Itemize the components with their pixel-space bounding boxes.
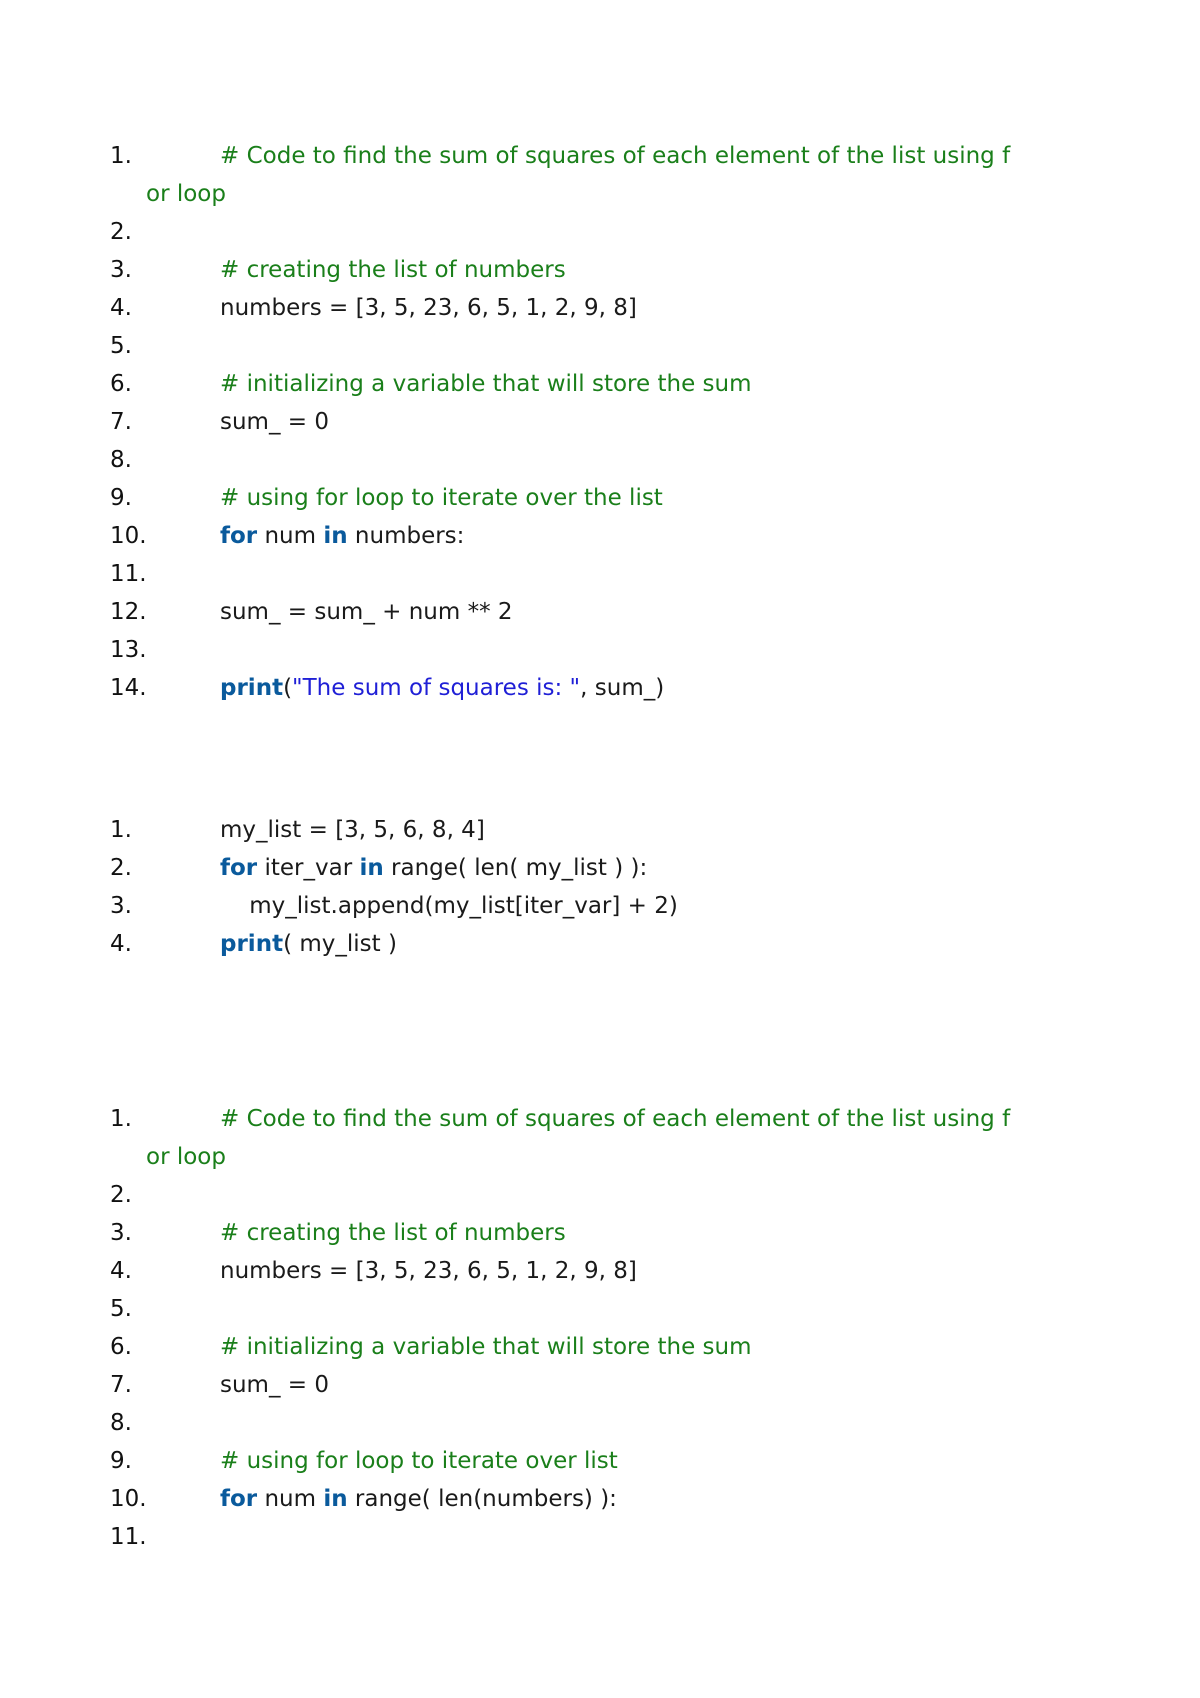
code-comment: # Code to find the sum of squares of each element of the list using f xyxy=(220,143,1011,169)
code-fragment: iter_var xyxy=(257,855,360,881)
keyword-for: for xyxy=(220,1486,258,1512)
code-text xyxy=(220,849,647,887)
code-block-sum-of-squares-range xyxy=(110,1100,1110,1556)
code-line xyxy=(110,1404,1110,1442)
line-number: 4. xyxy=(110,1258,132,1284)
code-fragment: range( len(numbers) ): xyxy=(347,1486,617,1512)
code-line xyxy=(110,593,1110,631)
keyword-print: print xyxy=(220,675,284,701)
code-line xyxy=(110,1100,1110,1138)
code-text: sum_ = sum_ + num ** 2 xyxy=(220,599,513,625)
code-comment-continuation: or loop xyxy=(146,181,226,207)
line-number: 2. xyxy=(110,219,132,245)
code-comment: # creating the list of numbers xyxy=(220,1220,566,1246)
code-line xyxy=(110,327,1110,365)
line-number: 12. xyxy=(110,599,147,625)
line-number: 3. xyxy=(110,1220,132,1246)
line-number: 10. xyxy=(110,523,147,549)
code-line xyxy=(110,1176,1110,1214)
code-line xyxy=(110,1252,1110,1290)
code-comment: # using for loop to iterate over list xyxy=(220,1448,618,1474)
code-comment: # creating the list of numbers xyxy=(220,257,566,283)
code-fragment: num xyxy=(257,1486,324,1512)
code-comment: # Code to find the sum of squares of each element of the list using f xyxy=(220,1106,1011,1132)
code-line xyxy=(110,1214,1110,1252)
code-text: numbers = [3, 5, 23, 6, 5, 1, 2, 9, 8] xyxy=(220,295,637,321)
line-number: 11. xyxy=(110,1524,147,1550)
code-line xyxy=(110,1290,1110,1328)
code-line xyxy=(110,631,1110,669)
code-line xyxy=(110,365,1110,403)
code-text xyxy=(220,517,464,555)
line-number: 9. xyxy=(110,485,132,511)
code-fragment: , sum_) xyxy=(580,675,665,701)
code-line xyxy=(110,441,1110,479)
code-line xyxy=(110,1480,1110,1518)
line-number: 3. xyxy=(110,257,132,283)
code-block-my-list xyxy=(110,811,1110,963)
line-number: 10. xyxy=(110,1486,147,1512)
code-text: my_list.append(my_list[iter_var] + 2) xyxy=(220,893,678,919)
code-line xyxy=(110,1518,1110,1556)
code-line xyxy=(110,137,1110,175)
code-text: sum_ = 0 xyxy=(220,409,329,435)
line-number: 9. xyxy=(110,1448,132,1474)
code-line xyxy=(110,811,1110,849)
line-number: 8. xyxy=(110,1410,132,1436)
code-line xyxy=(110,1366,1110,1404)
code-line xyxy=(110,1328,1110,1366)
line-number: 5. xyxy=(110,333,132,359)
line-number: 7. xyxy=(110,1372,132,1398)
code-block-sum-of-squares xyxy=(110,137,1110,707)
keyword-print: print xyxy=(220,931,284,957)
line-number: 1. xyxy=(110,1106,132,1132)
line-number: 14. xyxy=(110,675,147,701)
line-number: 4. xyxy=(110,931,132,957)
code-fragment: num xyxy=(257,523,324,549)
line-number: 2. xyxy=(110,1182,132,1208)
code-comment: # using for loop to iterate over the list xyxy=(220,485,663,511)
line-number: 1. xyxy=(110,143,132,169)
code-comment: # initializing a variable that will store the sum xyxy=(220,371,752,397)
code-comment: # initializing a variable that will store the sum xyxy=(220,1334,752,1360)
line-number: 8. xyxy=(110,447,132,473)
code-fragment: numbers: xyxy=(347,523,465,549)
line-number: 6. xyxy=(110,371,132,397)
line-number: 13. xyxy=(110,637,147,663)
code-line xyxy=(110,1442,1110,1480)
string-literal: "The sum of squares is: " xyxy=(292,675,581,701)
code-line xyxy=(110,517,1110,555)
line-number: 4. xyxy=(110,295,132,321)
line-number: 3. xyxy=(110,893,132,919)
code-line xyxy=(110,669,1110,707)
line-number: 7. xyxy=(110,409,132,435)
keyword-in: in xyxy=(359,855,384,881)
code-line xyxy=(110,887,1110,925)
line-number: 5. xyxy=(110,1296,132,1322)
code-text: my_list = [3, 5, 6, 8, 4] xyxy=(220,817,485,843)
code-line xyxy=(110,849,1110,887)
line-number: 2. xyxy=(110,855,132,881)
code-text xyxy=(220,925,397,963)
keyword-in: in xyxy=(323,1486,348,1512)
code-fragment: ( xyxy=(283,675,293,701)
code-comment-continuation: or loop xyxy=(146,1144,226,1170)
code-line xyxy=(110,251,1110,289)
code-line-continuation xyxy=(110,1138,1110,1176)
line-number: 6. xyxy=(110,1334,132,1360)
keyword-for: for xyxy=(220,855,258,881)
code-fragment: ( my_list ) xyxy=(283,931,397,957)
code-text xyxy=(220,669,664,707)
keyword-in: in xyxy=(323,523,348,549)
code-line xyxy=(110,403,1110,441)
code-text xyxy=(220,1480,617,1518)
code-text: numbers = [3, 5, 23, 6, 5, 1, 2, 9, 8] xyxy=(220,1258,637,1284)
code-line xyxy=(110,289,1110,327)
line-number: 1. xyxy=(110,817,132,843)
code-line xyxy=(110,925,1110,963)
keyword-for: for xyxy=(220,523,258,549)
code-line xyxy=(110,479,1110,517)
code-line-continuation xyxy=(110,175,1110,213)
code-text: sum_ = 0 xyxy=(220,1372,329,1398)
code-line xyxy=(110,213,1110,251)
code-fragment: range( len( my_list ) ): xyxy=(383,855,648,881)
line-number: 11. xyxy=(110,561,147,587)
code-line xyxy=(110,555,1110,593)
